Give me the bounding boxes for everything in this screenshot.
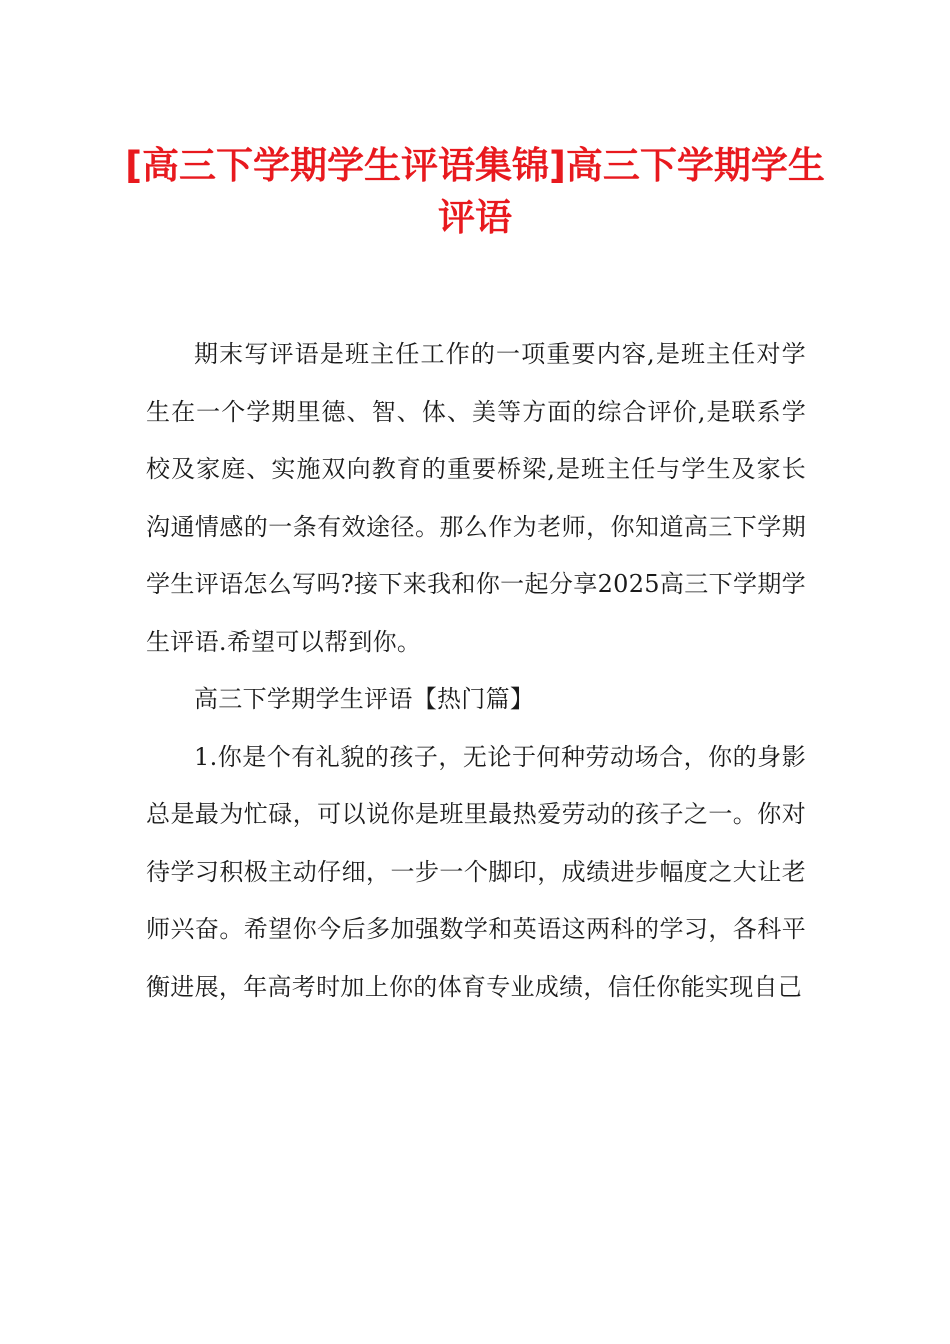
intro-paragraph: 期末写评语是班主任工作的一项重要内容,是班主任对学生在一个学期里德、智、体、美等方面的综合评价,是联系学校及家庭、实施双向教育的重要桥梁,是班主任与学生及家长沟通情感的一条有效途径。那么作为老师，你知道高三下学期学生评语怎么写吗?接下来我和你一起分享2025高三下学期学生评语.希望可以帮到你。 — [146, 340, 806, 656]
section-heading: 高三下学期学生评语【热门篇】 — [194, 685, 535, 713]
document-title: [高三下学期学生评语集锦]高三下学期学生评语 — [125, 144, 825, 239]
document-body — [146, 326, 806, 1016]
comment-paragraph-1: 1.你是个有礼貌的孩子，无论于何种劳动场合，你的身影总是最为忙碌，可以说你是班里最热爱劳动的孩子之一。你对待学习积极主动仔细，一步一个脚印，成绩进步幅度之大让老师兴奋。希望你今后多加强数学和英语这两科的学习，各科平衡进展，年高考时加上你的体育专业成绩，信任你能实现自己 — [146, 742, 806, 1001]
